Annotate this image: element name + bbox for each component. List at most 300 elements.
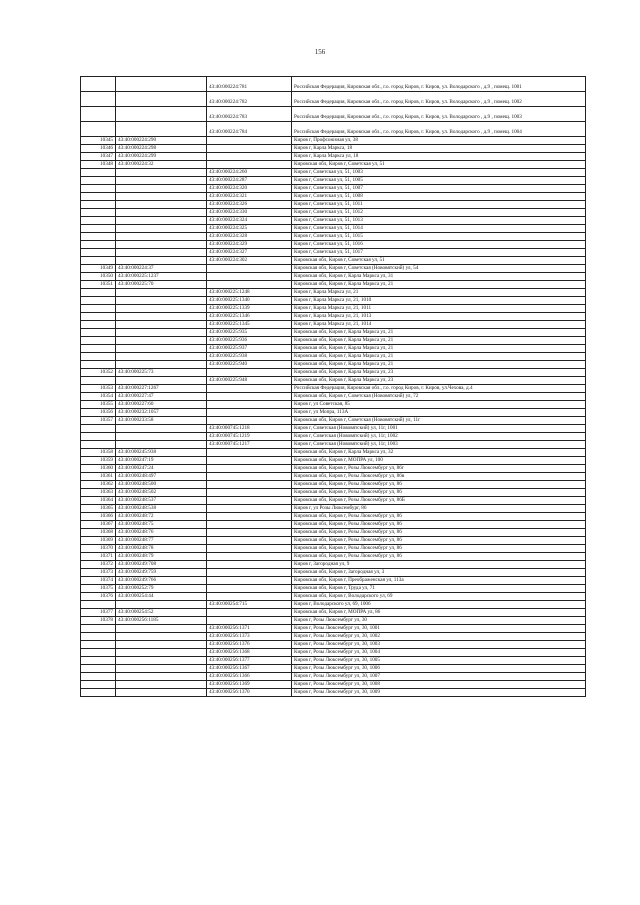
sub-cadastral-number-cell xyxy=(207,393,292,401)
row-number-cell: 10362 xyxy=(81,481,116,489)
address-cell: Кировская обл, Киров г, МОПРА ул, 100 xyxy=(292,457,586,465)
row-number-cell: 10352 xyxy=(81,369,116,377)
row-number-cell: 10374 xyxy=(81,577,116,585)
address-cell: Кировская обл, Киров г, Карла Маркса ул, 21 xyxy=(292,361,586,369)
sub-cadastral-number-cell: 43:40:000745:1219 xyxy=(207,433,292,441)
table-row xyxy=(81,225,586,233)
address-cell: Киров г, Загородная ул, 9 xyxy=(292,561,586,569)
address-cell: Кировская обл, Киров г, Карла Маркса ул, 21 xyxy=(292,337,586,345)
address-cell: Киров г, Советская ул, 51, 1011 xyxy=(292,201,586,209)
row-number-cell xyxy=(81,689,116,697)
address-cell: Киров г, Советская ул, 51, 1014 xyxy=(292,225,586,233)
cadastral-number-cell: 43:40:000249:766 xyxy=(116,577,207,585)
address-cell: Киров г, Розы Люксембург ул, 30, 1008 xyxy=(292,681,586,689)
cadastral-number-cell xyxy=(116,377,207,385)
cadastral-number-cell: 43:40:000248:500 xyxy=(116,481,207,489)
table-row xyxy=(81,265,586,273)
address-cell: Киров г, Карла Маркса ул, 21, 1013 xyxy=(292,313,586,321)
page-number: 156 xyxy=(314,48,326,56)
row-number-cell xyxy=(81,92,116,107)
address-cell: Кировская обл, Киров г, Розы Люксембург ул, 86 xyxy=(292,489,586,497)
cadastral-number-cell: 43:40:000224:298 xyxy=(116,145,207,153)
sub-cadastral-number-cell: 43:40:000254:715 xyxy=(207,601,292,609)
row-number-cell xyxy=(81,297,116,305)
registry-table xyxy=(80,76,586,697)
address-cell: Кировская обл, Киров г, Советская (Нововятский) ул, 11г xyxy=(292,417,586,425)
sub-cadastral-number-cell xyxy=(207,481,292,489)
table-row xyxy=(81,481,586,489)
cadastral-number-cell xyxy=(116,185,207,193)
sub-cadastral-number-cell: 43:40:000225:948 xyxy=(207,377,292,385)
row-number-cell: 10375 xyxy=(81,585,116,593)
row-number-cell: 10368 xyxy=(81,529,116,537)
table-row xyxy=(81,385,586,393)
sub-cadastral-number-cell: 43:40:000225:1345 xyxy=(207,321,292,329)
sub-cadastral-number-cell: 43:40:000256:1376 xyxy=(207,641,292,649)
row-number-cell xyxy=(81,177,116,185)
table-row xyxy=(81,497,586,505)
table-row xyxy=(81,553,586,561)
address-cell: Киров г, Советская ул, 51, 1003 xyxy=(292,169,586,177)
address-cell: Российская Федерация, Кировская обл., г.о. город Киров, г. Киров, ул. Володарского , д.9 , помещ. 1003 xyxy=(292,107,586,122)
address-cell: Кировская обл, Киров г, Карла Маркса ул, 21 xyxy=(292,353,586,361)
row-number-cell xyxy=(81,641,116,649)
sub-cadastral-number-cell: 43:40:000256:1370 xyxy=(207,689,292,697)
row-number-cell xyxy=(81,321,116,329)
cadastral-number-cell xyxy=(116,169,207,177)
address-cell: Киров г, Советская ул, 51, 1017 xyxy=(292,249,586,257)
table-row xyxy=(81,233,586,241)
address-cell: Кировская обл, Киров г, Розы Люксембург ул, 86г xyxy=(292,465,586,473)
cadastral-number-cell: 43:40:000248:78 xyxy=(116,545,207,553)
address-cell: Российская Федерация, Кировская обл., г.о. город Киров, г. Киров, ул. Володарского , д.9 , помещ. 1004 xyxy=(292,122,586,137)
row-number-cell xyxy=(81,241,116,249)
cadastral-number-cell: 43:40:000249:708 xyxy=(116,561,207,569)
address-cell: Киров г, Советская (Нововятский) ул, 11г, 1002 xyxy=(292,433,586,441)
table-row xyxy=(81,585,586,593)
sub-cadastral-number-cell: 43:40:000224:782 xyxy=(207,92,292,107)
row-number-cell xyxy=(81,625,116,633)
cadastral-number-cell xyxy=(116,193,207,201)
address-cell: Кировская обл, Киров г, Карла Маркса ул, 21 xyxy=(292,345,586,353)
sub-cadastral-number-cell: 43:40:000256:1368 xyxy=(207,649,292,657)
sub-cadastral-number-cell xyxy=(207,553,292,561)
address-cell: Киров г, Карла Маркса ул, 21 xyxy=(292,289,586,297)
row-number-cell xyxy=(81,433,116,441)
row-number-cell: 10366 xyxy=(81,513,116,521)
address-cell: Киров г, Розы Люксембург ул, 30, 1005 xyxy=(292,657,586,665)
row-number-cell: 10345 xyxy=(81,137,116,145)
address-cell: Киров г, Советская ул, 51, 1005 xyxy=(292,177,586,185)
table-row xyxy=(81,529,586,537)
cadastral-number-cell: 43:40:000248:76 xyxy=(116,529,207,537)
address-cell: Кировская обл, Киров г, Советская ул, 51 xyxy=(292,161,586,169)
sub-cadastral-number-cell: 43:40:000224:781 xyxy=(207,77,292,92)
sub-cadastral-number-cell: 43:40:000224:260 xyxy=(207,169,292,177)
sub-cadastral-number-cell xyxy=(207,145,292,153)
sub-cadastral-number-cell: 43:40:000225:940 xyxy=(207,361,292,369)
sub-cadastral-number-cell xyxy=(207,609,292,617)
address-cell: Киров г, Советская ул, 51, 1015 xyxy=(292,233,586,241)
row-number-cell: 10378 xyxy=(81,617,116,625)
row-number-cell xyxy=(81,305,116,313)
sub-cadastral-number-cell xyxy=(207,513,292,521)
cadastral-number-cell xyxy=(116,305,207,313)
address-cell: Киров г, ул Розы Люксембург, 86 xyxy=(292,505,586,513)
cadastral-number-cell: 43:40:000227:1267 xyxy=(116,385,207,393)
cadastral-number-cell xyxy=(116,353,207,361)
table-row xyxy=(81,577,586,585)
sub-cadastral-number-cell: 43:40:000256:1377 xyxy=(207,657,292,665)
cadastral-number-cell: 43:40:000224:32 xyxy=(116,161,207,169)
sub-cadastral-number-cell: 43:40:000225:935 xyxy=(207,329,292,337)
cadastral-number-cell: 43:40:000248:497 xyxy=(116,473,207,481)
address-cell: Киров г, Карла Маркса, 18 xyxy=(292,145,586,153)
cadastral-number-cell xyxy=(116,209,207,217)
row-number-cell xyxy=(81,289,116,297)
cadastral-number-cell: 43:40:000227:60 xyxy=(116,401,207,409)
sub-cadastral-number-cell xyxy=(207,369,292,377)
cadastral-number-cell xyxy=(116,329,207,337)
sub-cadastral-number-cell: 43:40:000224:783 xyxy=(207,107,292,122)
table-row xyxy=(81,417,586,425)
cadastral-number-cell xyxy=(116,625,207,633)
address-cell: Киров г, Советская ул, 51, 1007 xyxy=(292,185,586,193)
table-row xyxy=(81,537,586,545)
cadastral-number-cell: 43:40:000225:73 xyxy=(116,369,207,377)
table-row xyxy=(81,193,586,201)
sub-cadastral-number-cell xyxy=(207,593,292,601)
cadastral-number-cell: 43:40:000225:1237 xyxy=(116,273,207,281)
sub-cadastral-number-cell: 43:40:000745:1218 xyxy=(207,425,292,433)
cadastral-number-cell xyxy=(116,289,207,297)
row-number-cell xyxy=(81,185,116,193)
row-number-cell xyxy=(81,225,116,233)
address-cell: Киров г, Карла Маркса ул, 21, 1014 xyxy=(292,321,586,329)
cadastral-number-cell: 43:40:000254:52 xyxy=(116,609,207,617)
address-cell: Киров г, Розы Люксембург ул, 30 xyxy=(292,617,586,625)
address-cell: Кировская обл, Киров г, Карла Маркса ул, 23 xyxy=(292,369,586,377)
table-row xyxy=(81,457,586,465)
table-row xyxy=(81,337,586,345)
table-row xyxy=(81,185,586,193)
row-number-cell xyxy=(81,353,116,361)
cadastral-number-cell xyxy=(116,233,207,241)
row-number-cell: 10361 xyxy=(81,473,116,481)
row-number-cell: 10353 xyxy=(81,385,116,393)
row-number-cell xyxy=(81,681,116,689)
address-cell: Кировская обл, Киров г, Советская ул, 51 xyxy=(292,257,586,265)
sub-cadastral-number-cell: 43:40:000224:784 xyxy=(207,122,292,137)
sub-cadastral-number-cell: 43:40:000224:328 xyxy=(207,233,292,241)
sub-cadastral-number-cell: 43:40:000224:325 xyxy=(207,225,292,233)
row-number-cell: 10377 xyxy=(81,609,116,617)
sub-cadastral-number-cell: 43:40:000224:321 xyxy=(207,193,292,201)
cadastral-number-cell: 43:40:000248:538 xyxy=(116,505,207,513)
address-cell: Киров г, Карла Маркса ул, 21, 1010 xyxy=(292,297,586,305)
table-row xyxy=(81,321,586,329)
address-cell: Киров г, Розы Люксембург ул, 30, 1007 xyxy=(292,673,586,681)
row-number-cell xyxy=(81,337,116,345)
cadastral-number-cell xyxy=(116,313,207,321)
sub-cadastral-number-cell xyxy=(207,265,292,273)
row-number-cell xyxy=(81,377,116,385)
sub-cadastral-number-cell xyxy=(207,489,292,497)
sub-cadastral-number-cell xyxy=(207,529,292,537)
table-row xyxy=(81,297,586,305)
row-number-cell xyxy=(81,249,116,257)
address-cell: Кировская обл, Киров г, Советская (Нововятский) ул, 72 xyxy=(292,393,586,401)
table-row xyxy=(81,561,586,569)
sub-cadastral-number-cell: 43:40:000224:287 xyxy=(207,177,292,185)
address-cell: Киров г, Советская ул, 51, 1016 xyxy=(292,241,586,249)
row-number-cell: 10349 xyxy=(81,265,116,273)
address-cell: Кировская обл, Киров г, Преображенская ул, 113а xyxy=(292,577,586,585)
sub-cadastral-number-cell: 43:40:000224:320 xyxy=(207,185,292,193)
row-number-cell xyxy=(81,441,116,449)
cadastral-number-cell: 43:40:000256:1185 xyxy=(116,617,207,625)
table-row xyxy=(81,617,586,625)
table-row xyxy=(81,257,586,265)
table-row xyxy=(81,657,586,665)
cadastral-number-cell xyxy=(116,633,207,641)
sub-cadastral-number-cell xyxy=(207,505,292,513)
table-row xyxy=(81,625,586,633)
cadastral-number-cell xyxy=(116,649,207,657)
sub-cadastral-number-cell xyxy=(207,473,292,481)
address-cell: Кировская обл, Киров г, Розы Люксембург ул, 86в xyxy=(292,473,586,481)
table-row xyxy=(81,92,586,107)
row-number-cell xyxy=(81,169,116,177)
sub-cadastral-number-cell: 43:40:000224:302 xyxy=(207,257,292,265)
table-row xyxy=(81,665,586,673)
sub-cadastral-number-cell xyxy=(207,617,292,625)
address-cell: Киров г, Советская (Нововятский) ул, 11г, 1003 xyxy=(292,441,586,449)
row-number-cell xyxy=(81,107,116,122)
address-cell: Киров г, Карла Маркса ул, 18 xyxy=(292,153,586,161)
cadastral-number-cell xyxy=(116,361,207,369)
row-number-cell xyxy=(81,649,116,657)
table-row xyxy=(81,305,586,313)
address-cell: Российская Федерация, Кировская обл., г.о. город Киров, г. Киров, ул.Чехова, д.4 xyxy=(292,385,586,393)
sub-cadastral-number-cell xyxy=(207,577,292,585)
row-number-cell: 10371 xyxy=(81,553,116,561)
row-number-cell xyxy=(81,673,116,681)
address-cell: Кировская обл, Киров г, Труда ул, 71 xyxy=(292,585,586,593)
row-number-cell xyxy=(81,77,116,92)
table-row xyxy=(81,681,586,689)
address-cell: Кировская обл, Киров г, Советская (Нововятский) ул, 54 xyxy=(292,265,586,273)
table-row xyxy=(81,281,586,289)
address-cell: Киров г, Советская ул, 51, 1008 xyxy=(292,193,586,201)
table-row xyxy=(81,521,586,529)
cadastral-number-cell: 43:40:000224:37 xyxy=(116,265,207,273)
sub-cadastral-number-cell xyxy=(207,457,292,465)
table-row xyxy=(81,569,586,577)
address-cell: Кировская обл, Киров г, Розы Люксембург ул, 86Б xyxy=(292,497,586,505)
address-cell: Киров г, Розы Люксембург ул, 30, 1009 xyxy=(292,689,586,697)
sub-cadastral-number-cell xyxy=(207,401,292,409)
table-row xyxy=(81,145,586,153)
address-cell: Кировская обл, Киров г, Карла Маркса ул, 32 xyxy=(292,449,586,457)
table-row xyxy=(81,401,586,409)
table-row xyxy=(81,209,586,217)
row-number-cell xyxy=(81,361,116,369)
cadastral-number-cell: 43:40:000233:58 xyxy=(116,417,207,425)
sub-cadastral-number-cell xyxy=(207,385,292,393)
sub-cadastral-number-cell xyxy=(207,569,292,577)
address-cell: Кировская обл, Киров г, Розы Люксембург ул, 86 xyxy=(292,545,586,553)
cadastral-number-cell: 43:40:000227:47 xyxy=(116,393,207,401)
registry-table-body xyxy=(81,77,586,697)
sub-cadastral-number-cell: 43:40:000256:1373 xyxy=(207,633,292,641)
table-row xyxy=(81,465,586,473)
cadastral-number-cell: 43:40:000224:290 xyxy=(116,137,207,145)
table-row xyxy=(81,689,586,697)
address-cell: Кировская обл, Киров г, Володарского ул, 69 xyxy=(292,593,586,601)
address-cell: Киров г, Розы Люксембург ул, 30, 1003 xyxy=(292,641,586,649)
sub-cadastral-number-cell: 43:40:000225:1340 xyxy=(207,297,292,305)
cadastral-number-cell: 43:40:000252:79 xyxy=(116,585,207,593)
table-row xyxy=(81,361,586,369)
cadastral-number-cell xyxy=(116,425,207,433)
row-number-cell xyxy=(81,201,116,209)
address-cell: Кировская обл, Киров г, Загородная ул, 3 xyxy=(292,569,586,577)
sub-cadastral-number-cell xyxy=(207,449,292,457)
cadastral-number-cell: 43:40:000248:75 xyxy=(116,521,207,529)
row-number-cell: 10346 xyxy=(81,145,116,153)
table-row xyxy=(81,649,586,657)
table-row xyxy=(81,329,586,337)
cadastral-number-cell: 43:40:000248:72 xyxy=(116,513,207,521)
row-number-cell: 10363 xyxy=(81,489,116,497)
sub-cadastral-number-cell xyxy=(207,521,292,529)
sub-cadastral-number-cell xyxy=(207,137,292,145)
sub-cadastral-number-cell xyxy=(207,409,292,417)
cadastral-number-cell xyxy=(116,665,207,673)
table-row xyxy=(81,313,586,321)
table-row xyxy=(81,177,586,185)
row-number-cell: 10348 xyxy=(81,161,116,169)
cadastral-number-cell xyxy=(116,337,207,345)
table-row xyxy=(81,433,586,441)
table-row xyxy=(81,593,586,601)
table-row xyxy=(81,505,586,513)
table-row xyxy=(81,107,586,122)
address-cell: Кировская обл, Киров г, Карла Маркса ул, 31 xyxy=(292,273,586,281)
address-cell: Кировская обл, Киров г, Карла Маркса ул, 21 xyxy=(292,281,586,289)
row-number-cell xyxy=(81,329,116,337)
sub-cadastral-number-cell xyxy=(207,273,292,281)
table-row xyxy=(81,489,586,497)
sub-cadastral-number-cell xyxy=(207,497,292,505)
sub-cadastral-number-cell xyxy=(207,153,292,161)
cadastral-number-cell xyxy=(116,241,207,249)
sub-cadastral-number-cell: 43:40:000224:324 xyxy=(207,217,292,225)
sub-cadastral-number-cell: 43:40:000224:329 xyxy=(207,241,292,249)
row-number-cell xyxy=(81,122,116,137)
cadastral-number-cell xyxy=(116,225,207,233)
table-row xyxy=(81,513,586,521)
address-cell: Киров г, Советская ул, 51, 1013 xyxy=(292,217,586,225)
table-row xyxy=(81,393,586,401)
sub-cadastral-number-cell: 43:40:000225:1248 xyxy=(207,289,292,297)
table-row xyxy=(81,137,586,145)
row-number-cell: 10367 xyxy=(81,521,116,529)
cadastral-number-cell xyxy=(116,177,207,185)
row-number-cell xyxy=(81,217,116,225)
row-number-cell: 10373 xyxy=(81,569,116,577)
table-row xyxy=(81,545,586,553)
address-cell: Киров г, Розы Люксембург ул, 30, 1004 xyxy=(292,649,586,657)
row-number-cell xyxy=(81,257,116,265)
row-number-cell: 10357 xyxy=(81,417,116,425)
cadastral-number-cell xyxy=(116,249,207,257)
address-cell: Кировская обл, Киров г, Розы Люксембург ул, 86 xyxy=(292,513,586,521)
row-number-cell: 10376 xyxy=(81,593,116,601)
address-cell: Киров г, ул Мопра, 113А xyxy=(292,409,586,417)
table-row xyxy=(81,369,586,377)
row-number-cell: 10355 xyxy=(81,401,116,409)
sub-cadastral-number-cell xyxy=(207,561,292,569)
sub-cadastral-number-cell: 43:40:000256:1366 xyxy=(207,673,292,681)
table-row xyxy=(81,201,586,209)
row-number-cell xyxy=(81,633,116,641)
cadastral-number-cell xyxy=(116,201,207,209)
row-number-cell xyxy=(81,665,116,673)
sub-cadastral-number-cell: 43:40:000225:1339 xyxy=(207,305,292,313)
address-cell: Кировская обл, Киров г, Карла Маркса ул, 21 xyxy=(292,329,586,337)
cadastral-number-cell xyxy=(116,217,207,225)
sub-cadastral-number-cell xyxy=(207,545,292,553)
table-row xyxy=(81,122,586,137)
cadastral-number-cell xyxy=(116,92,207,107)
table-row xyxy=(81,77,586,92)
sub-cadastral-number-cell xyxy=(207,585,292,593)
cadastral-number-cell: 43:40:000225:70 xyxy=(116,281,207,289)
row-number-cell xyxy=(81,313,116,321)
row-number-cell: 10359 xyxy=(81,457,116,465)
table-row xyxy=(81,273,586,281)
row-number-cell xyxy=(81,209,116,217)
cadastral-number-cell: 43:40:000248:502 xyxy=(116,489,207,497)
cadastral-number-cell: 43:40:000254:44 xyxy=(116,593,207,601)
row-number-cell xyxy=(81,193,116,201)
table-row xyxy=(81,217,586,225)
table-row xyxy=(81,153,586,161)
row-number-cell: 10364 xyxy=(81,497,116,505)
cadastral-number-cell xyxy=(116,257,207,265)
row-number-cell xyxy=(81,233,116,241)
table-row xyxy=(81,609,586,617)
cadastral-number-cell xyxy=(116,297,207,305)
cadastral-number-cell xyxy=(116,657,207,665)
address-cell: Киров г, Розы Люксембург ул, 30, 1002 xyxy=(292,633,586,641)
row-number-cell xyxy=(81,657,116,665)
address-cell: Кировская обл, Киров г, Розы Люксембург ул, 86 xyxy=(292,553,586,561)
row-number-cell: 10350 xyxy=(81,273,116,281)
cadastral-number-cell: 43:40:000249:759 xyxy=(116,569,207,577)
sub-cadastral-number-cell: 43:40:000256:1369 xyxy=(207,681,292,689)
address-cell: Киров г, Розы Люксембург ул, 30, 1006 xyxy=(292,665,586,673)
address-cell: Российская Федерация, Кировская обл., г.о. город Киров, г. Киров, ул. Володарского , д.9 , помещ. 1002 xyxy=(292,92,586,107)
sub-cadastral-number-cell: 43:40:000225:936 xyxy=(207,337,292,345)
sub-cadastral-number-cell: 43:40:000745:1217 xyxy=(207,441,292,449)
cadastral-number-cell xyxy=(116,122,207,137)
cadastral-number-cell: 43:40:000248:77 xyxy=(116,537,207,545)
cadastral-number-cell xyxy=(116,601,207,609)
cadastral-number-cell xyxy=(116,681,207,689)
